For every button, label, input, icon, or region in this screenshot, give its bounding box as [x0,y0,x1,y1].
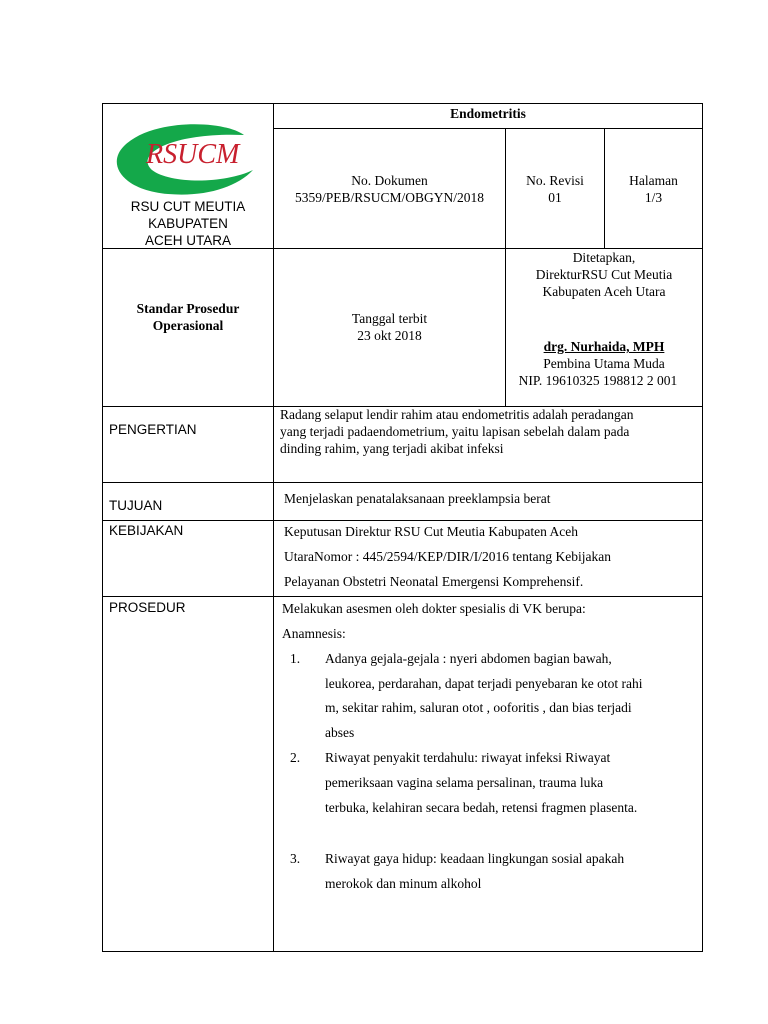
kebijakan-label: KEBIJAKAN [109,523,184,538]
pengertian-line-3: dinding rahim, yang terjadi akibat infeksi [280,441,504,456]
logo-text: RSUCM [146,139,240,170]
prosedur-item-1-line-4: abses [325,725,355,740]
doc-type-line-2: Operasional [152,318,224,333]
prosedur-item-3-line-2: merokok dan minum alkohol [325,876,482,891]
kebijakan-line-1: Keputusan Direktur RSU Cut Meutia Kabupaten Aceh [284,524,578,539]
doc-number-label: No. Dokumen [351,173,428,188]
kebijakan-line-2: UtaraNomor : 445/2594/KEP/DIR/I/2016 tentang Kebijakan [284,549,611,564]
doc-number-value: 5359/PEB/RSUCM/OBGYN/2018 [294,190,485,205]
row-divider-3 [102,482,703,483]
tujuan-label: TUJUAN [109,498,163,513]
pengertian-line-2: yang terjadi padaendometrium, yaitu lapisan sebelah dalam pada [280,424,630,439]
prosedur-label: PROSEDUR [109,600,186,615]
prosedur-item-3-line-1: Riwayat gaya hidup: keadaan lingkungan sosial apakah [325,851,625,866]
prosedur-item-3-number: 3. [290,851,301,866]
issue-date-value: 23 okt 2018 [357,328,422,343]
tujuan-text: Menjelaskan penatalaksanaan preeklampsia berat [284,491,551,506]
issue-date-label: Tanggal terbit [351,311,428,326]
prosedur-item-2-number: 2. [290,750,301,765]
hospital-name-line-2: KABUPATEN [148,216,228,231]
prosedur-item-1-line-1: Adanya gejala-gejala : nyeri abdomen bagian bawah, [325,651,612,666]
signer-name: drg. Nurhaida, MPH [543,339,665,354]
signer-rank: Pembina Utama Muda [543,356,665,371]
prosedur-item-2-line-3: terbuka, kelahiran secara bedah, retensi fragmen plasenta. [325,800,638,815]
table-border-right [702,103,703,952]
hospital-name-line-3: ACEH UTARA [144,233,231,248]
prosedur-item-2-line-2: pemeriksaan vagina selama persalinan, trauma luka [325,775,604,790]
pengertian-label: PENGERTIAN [109,422,197,437]
kebijakan-line-3: Pelayanan Obstetri Neonatal Emergensi Komprehensif. [284,574,584,589]
document-title: Endometritis [450,106,526,121]
prosedur-item-1-line-3: m, sekitar rahim, saluran otot , ooforitis , dan bias terjadi [325,700,632,715]
table-border-bottom [102,951,703,952]
set-by-line-1: Ditetapkan, [572,250,636,265]
column-divider [273,103,274,952]
prosedur-item-1-line-2: leukorea, perdarahan, dapat terjadi penyebaran ke otot rahi [325,676,643,691]
signer-nip: NIP. 19610325 198812 2 001 [518,373,678,388]
revision-value: 01 [548,190,562,205]
title-row-divider [273,128,703,129]
row-divider-4 [102,520,703,521]
set-by-line-2: DirekturRSU Cut Meutia [535,267,673,282]
hospital-name-line-1: RSU CUT MEUTIA [130,199,246,214]
page-label: Halaman [629,173,678,188]
set-by-line-3: Kabupaten Aceh Utara [542,284,666,299]
prosedur-sub: Anamnesis: [282,626,346,641]
table-border-top [102,103,703,104]
revision-label: No. Revisi [526,173,584,188]
pengertian-line-1: Radang selaput lendir rahim atau endometritis adalah peradangan [280,407,634,422]
page-value: 1/3 [644,190,663,205]
row-divider-5 [102,596,703,597]
prosedur-item-2-line-1: Riwayat penyakit terdahulu: riwayat infeksi Riwayat [325,750,611,765]
prosedur-intro: Melakukan asesmen oleh dokter spesialis di VK berupa: [282,601,586,616]
logo [112,118,260,198]
doc-type-line-1: Standar Prosedur [136,301,240,316]
prosedur-item-1-number: 1. [290,651,301,666]
